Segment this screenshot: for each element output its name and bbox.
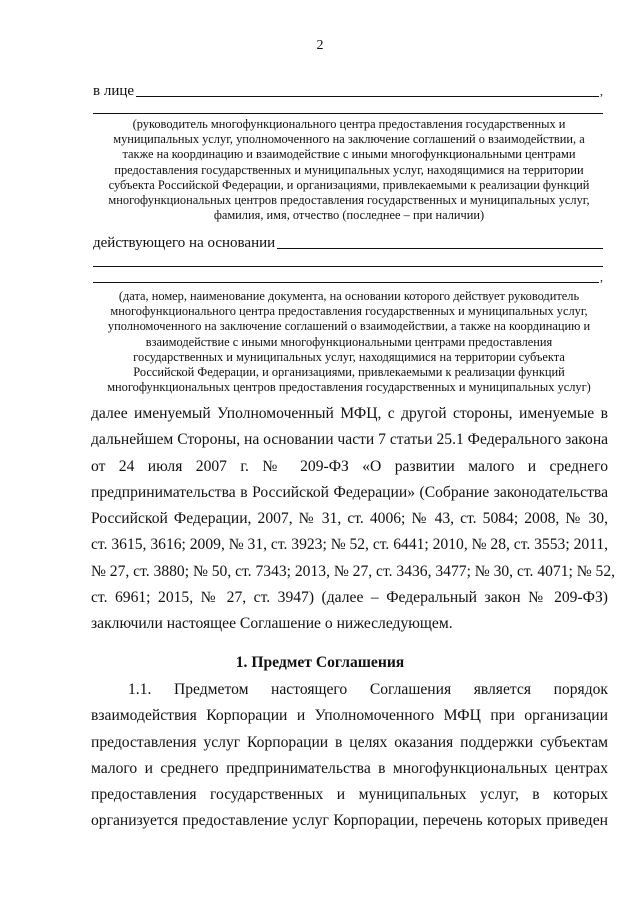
paragraph-line: ст. 3615, 3616; 2009, № 31, ст. 3923; № 52, ст. 6441; 2010, № 28, ст. 3553; 2011, (91, 536, 609, 554)
fill-in-basis-rule-1[interactable] (93, 266, 603, 267)
paragraph-line: организуется предоставление услуг Корпорации, перечень которых приведен (91, 812, 608, 830)
caption-line: многофункционального центра предоставления государственных и муниципальных услуг, (110, 304, 588, 319)
fill-in-basis-label: действующего на основании (93, 235, 276, 251)
caption-line: предоставления государственных и муниципальных услуг, находящимися на территории (114, 162, 584, 177)
page-number: 2 (316, 38, 324, 53)
caption-line: субъекта Российской Федерации, и организациями, привлекаемыми к реализации функций (108, 177, 590, 192)
fill-in-person-line[interactable] (136, 82, 599, 97)
fill-in-basis-row (93, 234, 603, 252)
paragraph-subject (91, 677, 608, 835)
fill-in-basis-trail: , (600, 270, 603, 284)
paragraph-line: далее именуемый Уполномоченный МФЦ, с другой стороны, именуемые в (91, 405, 608, 422)
paragraph-line: № 27, ст. 3880; № 50, ст. 7343; 2013, № 27, ст. 3436, 3477; № 30, ст. 4071; № 52, (91, 562, 616, 580)
paragraph-line: 1.1. Предметом настоящего Соглашения является порядок (128, 681, 608, 698)
caption-basis (93, 289, 605, 395)
caption-line: также на координацию и взаимодействие с иными многофункциональными центрами (122, 147, 576, 162)
paragraph-line: малого и среднего предпринимательства в многофункциональных центрах (91, 759, 608, 777)
caption-line: муниципальных услуг, уполномоченного на заключение соглашений о взаимодействии, а (113, 132, 585, 147)
caption-line: (дата, номер, наименование документа, на основании которого действует руководитель (118, 289, 580, 303)
paragraph-line: взаимодействия Корпорации и Уполномоченного МФЦ при организации (91, 707, 608, 725)
caption-line: фамилия, имя, отчество (последнее – при наличии) (213, 208, 485, 223)
caption-line: (руководитель многофункционального центра предоставления государственных и (132, 117, 566, 131)
caption-person (93, 117, 605, 223)
caption-line: государственных и муниципальных услуг, находящимися на территории субъекта (133, 349, 565, 364)
caption-line: многофункциональных центров предоставления государственных и муниципальных услуг, (108, 193, 590, 208)
fill-in-person-row (93, 82, 603, 100)
fill-in-person-trail: , (600, 84, 603, 98)
paragraph-line: от 24 июля 2007 г. № 209-ФЗ «О развитии малого и среднего (91, 457, 608, 475)
paragraph-parties (91, 401, 616, 638)
fill-in-basis-line[interactable] (277, 234, 603, 249)
paragraph-line: предоставления государственных и муниципальных услуг, в которых (91, 786, 608, 804)
caption-line: Российской Федерации, и организациями, привлекаемыми к реализации функций (133, 365, 565, 380)
caption-line: взаимодействие с иными многофункциональными центрами предоставления (145, 334, 553, 349)
fill-in-basis-rule-2[interactable] (93, 268, 599, 283)
paragraph-line: дальнейшем Стороны, на основании части 7 статьи 25.1 Федерального закона (91, 431, 609, 449)
section-heading: 1. Предмет Соглашения (235, 654, 405, 671)
paragraph-line: Российской Федерации, 2007, № 31, ст. 4006; № 43, ст. 5084; 2008, № 30, (91, 510, 608, 528)
paragraph-line: предоставления услуг Корпорации в целях оказания поддержки субъектам (91, 733, 608, 751)
fill-in-person-label: в лице (93, 83, 135, 99)
caption-line: многофункциональных центров предоставления государственных и муниципальных услуг) (107, 380, 591, 395)
paragraph-line: предпринимательства в Российской Федерации» (Собрание законодательства (91, 483, 608, 501)
paragraph-line: заключили настоящее Соглашение о нижеследующем. (91, 615, 453, 633)
fill-in-basis-row-2 (93, 268, 603, 286)
caption-line: уполномоченного на заключение соглашений о взаимодействии, а также на координацию и (107, 319, 591, 334)
fill-in-person-rule[interactable] (93, 113, 603, 114)
paragraph-line: ст. 6961; 2015, № 27, ст. 3947) (далее – Федеральный закон № 209-ФЗ) (91, 589, 608, 607)
